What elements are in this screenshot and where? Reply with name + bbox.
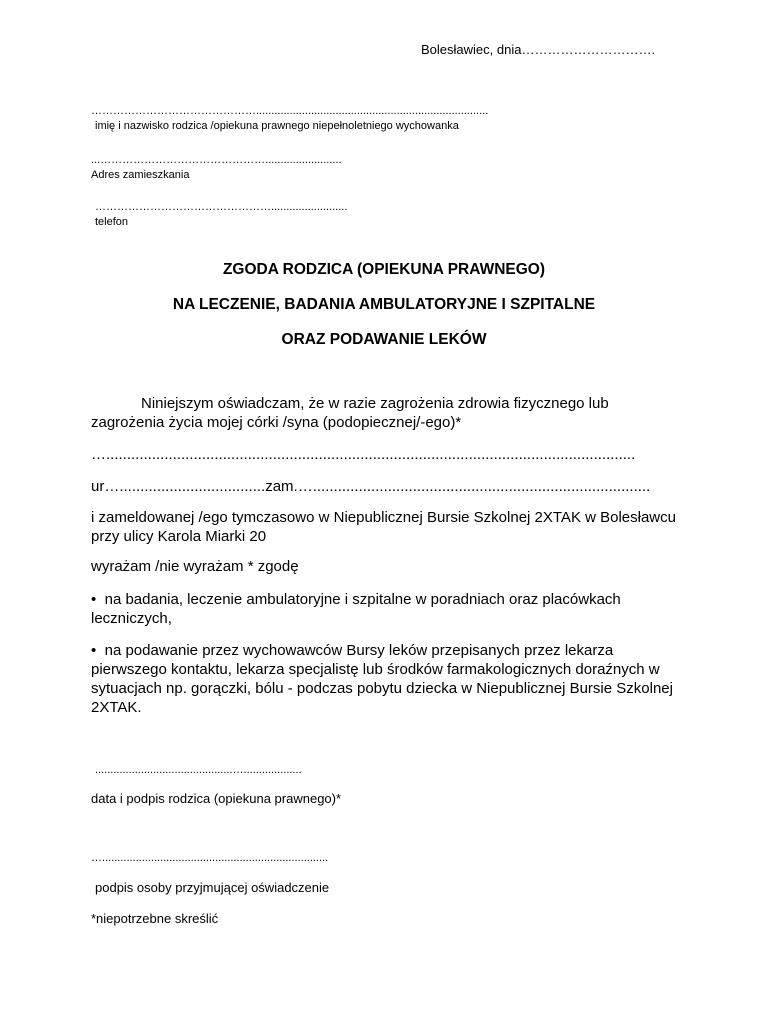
bullet-icon: • [91, 591, 97, 608]
parent-signature-line: .............................................…................... [95, 764, 302, 776]
consent-item-1 [91, 590, 681, 628]
receiver-signature-line: ….......................................................................... [91, 852, 329, 864]
address-line: ...………………………………………......................... [91, 154, 342, 166]
title-line-1: ZGODA RODZICA (OPIEKUNA PRAWNEGO) [222, 261, 546, 278]
parent-signature-caption: data i podpis rodzica (opiekuna prawnego)* [91, 791, 342, 806]
footnote: *niepotrzebne skreślić [91, 911, 219, 926]
name-line: ………………………………………............................................................................ [91, 105, 489, 117]
child-name-line: …............................................................................................................................... [91, 446, 636, 463]
phone-caption: telefon [95, 216, 129, 228]
bullet-icon: • [91, 642, 97, 659]
registration-paragraph: i zameldowanej /ego tymczasowo w Niepublicznej Bursie Szkolnej 2XTAK w Bolesławcu przy ulicy Karola Miarki 20 [91, 509, 676, 545]
receiver-signature-caption: podpis osoby przyjmującej oświadczenie [95, 880, 330, 895]
address-caption: Adres zamieszkania [91, 169, 190, 181]
consent-item-2-text: na podawanie przez wychowawców Bursy leków przepisanych przez lekarza pierwszego kontaktu, lekarza specjalistę lub środków farmakologicznych doraźnych w sytuacjach np. gorączki, bólu - podczas pobytu dziecka w Niepublicznej Bursie Szkolnej 2XTAK. [91, 642, 673, 716]
consent-item-2 [91, 641, 681, 717]
title-line-3: ORAZ PODAWANIE LEKÓW [281, 331, 487, 348]
phone-line: …………………………………………......................... [95, 201, 348, 213]
consent-statement: wyrażam /nie wyrażam * zgodę [91, 558, 299, 575]
title-line-2: NA LECZENIE, BADANIA AMBULATORYJNE I SZPITALNE [172, 296, 596, 313]
place-date: Bolesławiec, dnia…………………………. [421, 42, 656, 57]
birth-address-line: ur…...................................zam.…................................................................................. [91, 478, 651, 495]
intro-paragraph: Niniejszym oświadczam, że w razie zagrożenia zdrowia fizycznego lub zagrożenia życia mojej córki /syna (podopiecznej/-ego)* [91, 395, 609, 431]
consent-item-1-text: na badania, leczenie ambulatoryjne i szpitalne w poradniach oraz placówkach leczniczych, [91, 591, 621, 627]
name-caption: imię i nazwisko rodzica /opiekuna prawnego niepełnoletniego wychowanka [95, 120, 459, 132]
